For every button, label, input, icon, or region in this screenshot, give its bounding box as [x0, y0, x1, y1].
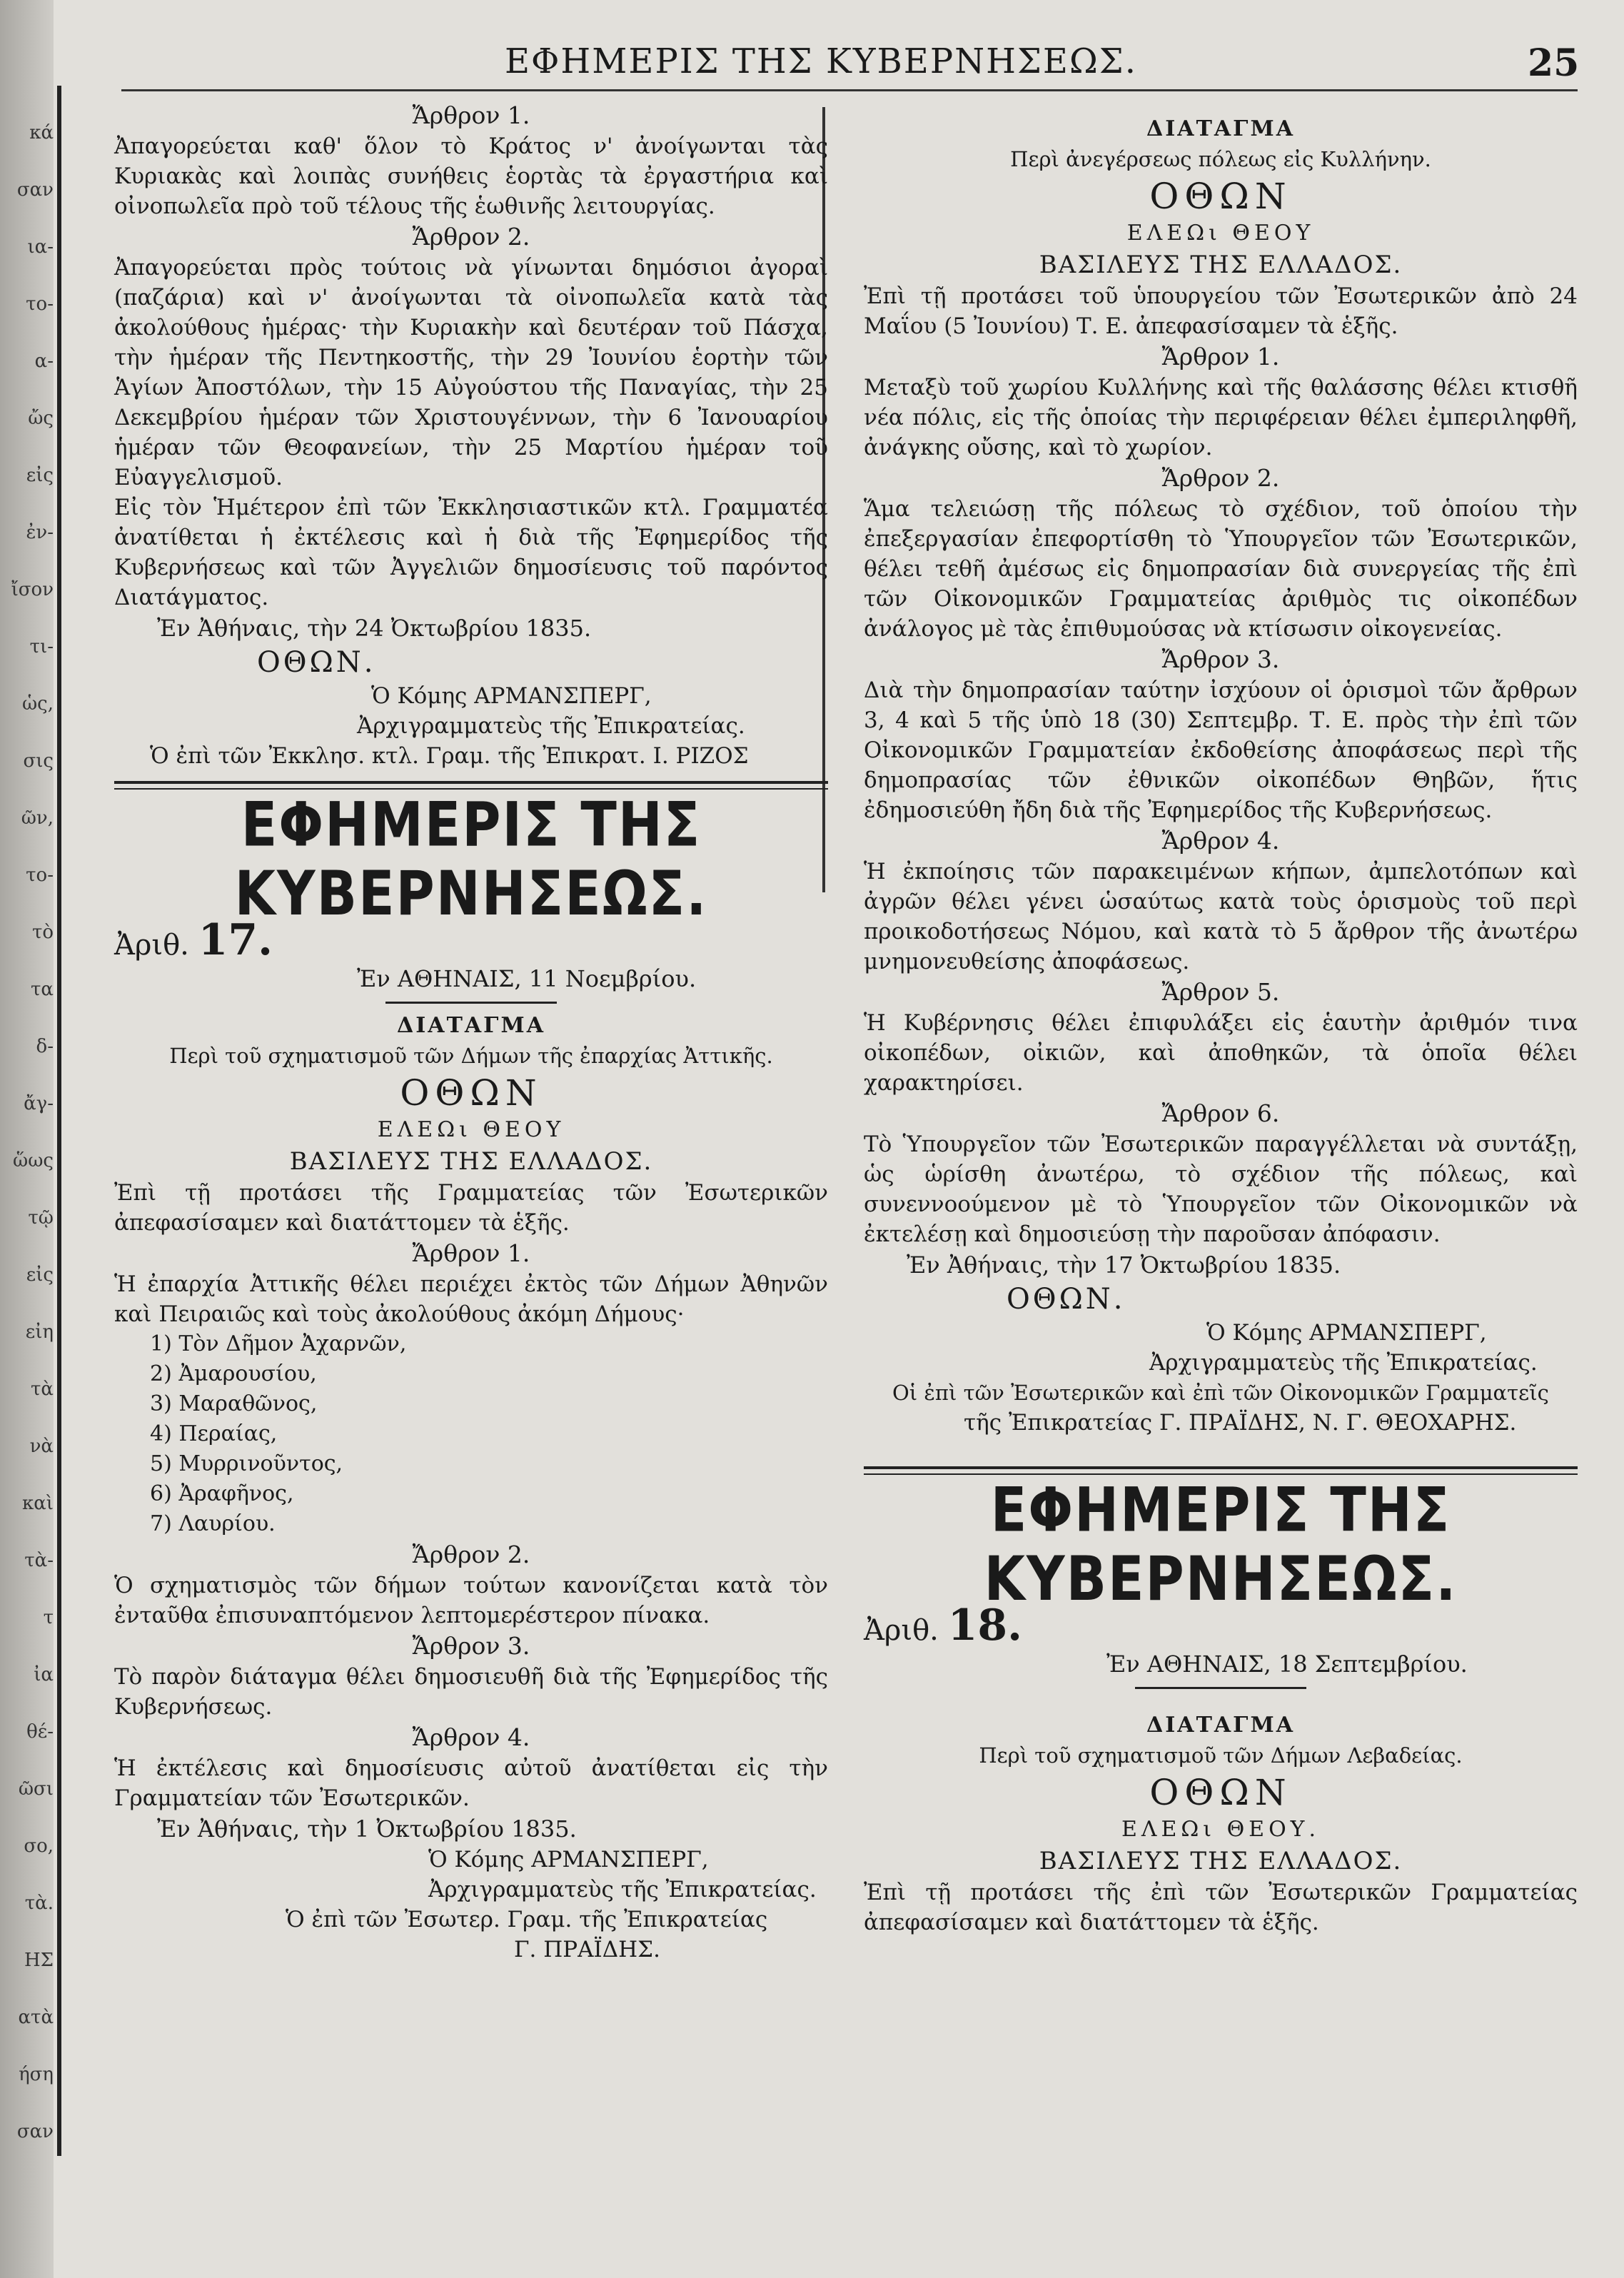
execution-clause: Εἰς τὸν Ἡμέτερον ἐπὶ τῶν Ἐκκλησιαστικῶν κτλ. Γραμματέα ἀνατίθεται ἡ ἐκτέλεσις καὶ ἡ διὰ τῆς Ἐφημερίδος τῆς Κυβερνήσεως καὶ τῶν Ἀγγελιῶν δημοσίευσις τοῦ παρόντος Διατάγματος. — [114, 495, 828, 610]
article-heading: Ἄρθρον 2. — [412, 223, 530, 251]
decree-date: Ἐν Ἀθήναις, τὴν 17 Ὀκτωβρίου 1835. — [907, 1251, 1341, 1279]
spine-fragment: α- — [34, 351, 54, 372]
article-heading: Ἄρθρον 3. — [412, 1632, 530, 1660]
by-grace-of-god: ΕΛΕΩι ΘΕΟΥ — [377, 1117, 565, 1142]
decree-subject: Περὶ ἀνεγέρσεως πόλεως εἰς Κυλλήνην. — [1010, 147, 1431, 171]
decree-date: Ἐν Ἀθήναις, τὴν 24 Ὀκτωβρίου 1835. — [157, 615, 592, 642]
left-column — [114, 100, 828, 1965]
article-heading: Ἄρθρον 6. — [1161, 1099, 1280, 1127]
article-text: Τὸ Ὑπουργεῖον τῶν Ἐσωτερικῶν παραγγέλλεται νὰ συντάξῃ, ὡς ὡρίσθη ἀνωτέρω, τὸ σχέδιον τῆς πόλεως, καὶ συνεννοούμενον μὲ τὸ Ὑπουργεῖον τῶν Οἰκονομικῶν νὰ ἐκτελέσῃ καὶ δημοσιεύσῃ τὴν παροῦσαν ἀπόφασιν. — [864, 1132, 1578, 1247]
issue-place-date: Ἐν ΑΘΗΝΑΙΣ, 11 Νοεμβρίου. — [357, 965, 697, 992]
list-item: 7) Λαυρίου. — [150, 1511, 276, 1536]
spine-fragment: ἴσον — [11, 579, 54, 600]
list-item: 1) Τὸν Δῆμον Ἀχαρνῶν, — [150, 1331, 407, 1356]
article-text: Μεταξὺ τοῦ χωρίου Κυλλήνης καὶ τῆς θαλάσσης θέλει κτισθῆ νέα πόλις, εἰς τῆς ὁποίας τὴν περιφέρειαν θέλει ἐμπεριληφθῆ, ἀνάγκης οὔσης, καὶ τὸ χωρίον. — [864, 375, 1578, 460]
list-item: 2) Ἀμαρουσίου, — [150, 1361, 317, 1386]
running-header-title: ΕΦΗΜΕΡΙΣ ΤΗΣ ΚΥΒΕΡΝΗΣΕΩΣ. — [505, 41, 1137, 81]
spine-fragment: εἰς — [26, 465, 54, 486]
spine-fragment: σαν — [16, 179, 54, 201]
spine-fragment: καὶ — [21, 1493, 54, 1514]
masthead: ΕΦΗΜΕΡΙΣ ΤΗΣ ΚΥΒΕΡΝΗΣΕΩΣ. — [984, 1475, 1458, 1615]
article-heading: Ἄρθρον 2. — [412, 1541, 530, 1568]
by-grace-of-god: ΕΛΕΩι ΘΕΟΥ — [1126, 221, 1315, 246]
article-heading: Ἄρθρον 3. — [1161, 645, 1280, 673]
king-title: ΒΑΣΙΛΕΥΣ ΤΗΣ ΕΛΛΑΔΟΣ. — [289, 1147, 653, 1176]
issue-number-label: Ἀριθ. — [114, 929, 189, 962]
spine-fragment: ἄγ- — [24, 1093, 54, 1114]
article-heading: Ἄρθρον 4. — [1161, 827, 1280, 855]
spine-fragment: δ- — [36, 1036, 54, 1057]
spine-fragment: σις — [23, 750, 54, 772]
article-text: Ἡ ἐπαρχία Ἀττικῆς θέλει περιέχει ἐκτὸς τῶν Δήμων Ἀθηνῶν καὶ Πειραιῶς καὶ τοὺς ἀκολούθους ἀκόμη Δήμους· — [114, 1271, 828, 1327]
short-rule — [1135, 1687, 1306, 1689]
list-item: 6) Ἀραφῆνος, — [150, 1481, 294, 1506]
article-heading: Ἄρθρον 5. — [1161, 978, 1280, 1006]
spine-fragment: ἐν- — [26, 522, 54, 543]
by-grace-of-god: ΕΛΕΩι ΘΕΟΥ. — [1121, 1817, 1321, 1842]
spine-fragment: ήση — [19, 2064, 54, 2085]
spine-fragment: εἰη — [25, 1321, 54, 1343]
spine-fragment: ὡς, — [21, 693, 54, 715]
spine-fragment: τῷ — [28, 1207, 54, 1229]
countersignatory-names: τῆς Ἐπικρατείας Γ. ΠΡΑΪΔΗΣ, Ν. Γ. ΘΕΟΧΑΡΗΣ. — [964, 1410, 1517, 1436]
spine-fragment: τὰ — [31, 1379, 54, 1400]
spine-fragment: ὤς — [28, 408, 54, 429]
decree-date: Ἐν Ἀθήναις, τὴν 1 Ὀκτωβρίου 1835. — [157, 1815, 577, 1843]
spine-fragment: θέ- — [26, 1721, 54, 1743]
article-text: Τὸ παρὸν διάταγμα θέλει δημοσιευθῆ διὰ τῆς Ἐφημερίδος τῆς Κυβερνήσεως. — [114, 1664, 828, 1720]
signatory: Ὁ Κόμης ΑΡΜΑΝΣΠΕΡΓ, — [371, 683, 652, 709]
king-name: ΟΘΩΝ — [1149, 176, 1292, 217]
signatory: Ὁ Κόμης ΑΡΜΑΝΣΠΕΡΓ, — [1206, 1320, 1487, 1346]
spine-fragment: κά — [29, 122, 54, 143]
list-item: 3) Μαραθῶνος, — [150, 1391, 318, 1416]
spine-fragment: τὸ — [31, 922, 54, 943]
spine-fragment: τι- — [29, 636, 54, 657]
article-text: Ἡ ἐκποίησις τῶν παρακειμένων κήπων, ἀμπελοτόπων καὶ ἀγρῶν θέλει γένει ὡσαύτως κατὰ τοὺς ὁρισμοὺς τοῦ περὶ προικοδοτήσεως Νόμου, καὶ κατὰ τὸ 5 ἄρθρον τῆς ἀνωτέρω μνημονευθείσης ἀποφάσεως. — [864, 859, 1578, 974]
gutter-rule — [57, 86, 61, 2156]
article-text: Ἀπαγορεύεται καθ' ὅλον τὸ Κράτος ν' ἀνοίγωνται τὰς Κυριακὰς καὶ λοιπὰς συνήθεις ἑορτὰς τὰ ἐργαστήρια καὶ οἰνοπωλεῖα πρὸ τοῦ τέλους τῆς ἑωθινῆς λειτουργίας. — [114, 133, 828, 219]
decree-heading: ΔΙΑΤΑΓΜΑ — [397, 1013, 545, 1038]
signatory-title: Ἀρχιγραμματεὺς τῆς Ἐπικρατείας. — [1149, 1350, 1538, 1376]
list-item: 5) Μυρρινοῦντος, — [150, 1451, 343, 1476]
signatory-title: Ἀρχιγραμματεὺς τῆς Ἐπικρατείας. — [428, 1877, 817, 1902]
king-signature: ΟΘΩΝ. — [257, 646, 376, 679]
spine-fragment: σαν — [16, 2121, 54, 2142]
issue-place-date: Ἐν ΑΘΗΝΑΙΣ, 18 Σεπτεμβρίου. — [1106, 1650, 1468, 1678]
decree-heading: ΔΙΑΤΑΓΜΑ — [1146, 116, 1295, 141]
king-name: ΟΘΩΝ — [1149, 1772, 1292, 1813]
article-heading: Ἄρθρον 4. — [412, 1723, 530, 1751]
decree-subject: Περὶ τοῦ σχηματισμοῦ τῶν Δήμων τῆς ἐπαρχίας Ἀττικῆς. — [169, 1044, 773, 1068]
spine-fragment: το- — [26, 293, 54, 315]
spine-fragment: σο, — [24, 1835, 54, 1857]
article-heading: Ἄρθρον 1. — [1161, 343, 1280, 371]
article-heading: Ἄρθρον 2. — [1161, 464, 1280, 492]
spine-fragment: τὰ. — [24, 1893, 54, 1914]
signatory-title: Ἀρχιγραμματεὺς τῆς Ἐπικρατείας. — [357, 713, 745, 739]
article-text: Ἀπαγορεύεται πρὸς τούτοις νὰ γίνωνται δημόσιοι ἀγοραὶ (παζάρια) καὶ ν' ἀνοίγωνται τὰ οἰνοπωλεῖα κατὰ τὰς ἀκολούθους ἡμέρας· τὴν Κυριακὴν καὶ δευτέραν τοῦ Πάσχα, τὴν ἡμέραν τῆς Πεντηκοστῆς, τὴν 29 Ἰουνίου ἑορτὴν τῶν Ἁγίων Ἀποστόλων, τὴν 15 Αὐγούστου τῆς Παναγίας, τὴν 25 Δεκεμβρίου ἡμέραν τῶν Χριστουγέννων, τὴν 6 Ἰανουαρίου ἡμέραν τῶν Θεοφανείων, τὴν 25 Μαρτίου ἡμέραν τοῦ Εὐαγγελισμοῦ. — [114, 255, 828, 490]
decree-heading: ΔΙΑΤΑΓΜΑ — [1146, 1713, 1295, 1738]
article-text: Ὁ σχηματισμὸς τῶν δήμων τούτων κανονίζεται κατὰ τὸν ἐνταῦθα ἐπισυναπτόμενον λεπτομερέστερον πίνακα. — [114, 1573, 828, 1628]
header-rule — [121, 89, 1578, 91]
countersignature: Ὁ ἐπὶ τῶν Ἐσωτερ. Γραμ. τῆς Ἐπικρατείας — [286, 1907, 768, 1932]
signatory: Ὁ Κόμης ΑΡΜΑΝΣΠΕΡΓ, — [428, 1847, 709, 1873]
spine-fragment: νὰ — [29, 1436, 54, 1457]
article-text: Ἅμα τελειώσῃ τῆς πόλεως τὸ σχέδιον, τοῦ ὁποίου τὴν ἐπεξεργασίαν ἐπεφορτίσθη τὸ Ὑπουργεῖον τῶν Ἐσωτερικῶν, θέλει τεθῆ ἀμέσως εἰς δημοπρασίαν διὰ συνεργείας τῆς ἐπὶ τῶν Οἰκονομικῶν Γραμματείας ἀριθμὸς τις οἰκοπέδων ἀνάλογος μὲ τὰς ἐπιθυμούσας νὰ κτίσωσιν οἰκογενείας. — [864, 496, 1578, 642]
list-item: 4) Περαίας, — [150, 1421, 278, 1446]
article-text: Ἡ Κυβέρνησις θέλει ἐπιφυλάξει εἰς ἑαυτὴν ἀριθμόν τινα οἰκοπέδων, οἰκιῶν, καὶ ἀποθηκῶν, τὰ ὁποῖα θέλει χαρακτηρίσει. — [864, 1010, 1578, 1096]
spine-fragment: τα — [31, 979, 54, 1000]
article-text: Διὰ τὴν δημοπρασίαν ταύτην ἰσχύουν οἱ ὁρισμοὶ τῶν ἄρθρων 3, 4 καὶ 5 τῆς ὑπὸ 18 (30) Σεπτεμβρ. Τ. Ε. πρὸς τὴν ἐπὶ τῶν Οἰκονομικῶν Γραμματείαν ἐκδοθείσης ἀποφάσεως περὶ τῆς δημοπρασίας τῶν ἐθνικῶν οἰκοπέδων Θηβῶν, ἥτις ἐδημοσιεύθη ἤδη διὰ τῆς Ἐφημερίδος τῆς Κυβερνήσεως. — [864, 677, 1578, 823]
decree-subject: Περὶ τοῦ σχηματισμοῦ τῶν Δήμων Λεβαδείας. — [979, 1743, 1463, 1768]
countersignature: Οἱ ἐπὶ τῶν Ἐσωτερικῶν καὶ ἐπὶ τῶν Οἰκονομικῶν Γραμματεῖς — [892, 1381, 1549, 1405]
spine-fragment: ὥως — [13, 1150, 54, 1171]
spine-fragment: ια- — [27, 236, 54, 258]
article-text: Ἡ ἐκτέλεσις καὶ δημοσίευσις αὐτοῦ ἀνατίθεται εἰς τὴν Γραμματείαν τῶν Ἐσωτερικῶν. — [114, 1755, 828, 1811]
preamble: Ἐπὶ τῇ προτάσει τοῦ ὑπουργείου τῶν Ἐσωτερικῶν ἀπὸ 24 Μαΐου (5 Ἰουνίου) Τ. Ε. ἀπεφασίσαμεν τὰ ἑξῆς. — [864, 283, 1578, 339]
masthead: ΕΦΗΜΕΡΙΣ ΤΗΣ ΚΥΒΕΡΝΗΣΕΩΣ. — [234, 790, 708, 929]
issue-number-value: 18. — [947, 1601, 1022, 1650]
king-name: ΟΘΩΝ — [400, 1072, 543, 1114]
king-title: ΒΑΣΙΛΕΥΣ ΤΗΣ ΕΛΛΑΔΟΣ. — [1039, 1847, 1403, 1875]
issue-number-value: 17. — [198, 915, 273, 965]
preamble: Ἐπὶ τῇ προτάσει τῆς ἐπὶ τῶν Ἐσωτερικῶν Γραμματείας ἀπεφασίσαμεν καὶ διατάττομεν τὰ ἑξῆς. — [864, 1880, 1578, 1935]
preamble: Ἐπὶ τῇ προτάσει τῆς Γραμματείας τῶν Ἐσωτερικῶν ἀπεφασίσαμεν καὶ διατάττομεν τὰ ἑξῆς. — [114, 1180, 828, 1236]
page-number: 25 — [1528, 41, 1580, 85]
issue-number-label: Ἀριθ. — [864, 1614, 939, 1647]
article-heading: Ἄρθρον 1. — [412, 101, 530, 129]
spine-fragment: ἰα — [34, 1664, 54, 1685]
demes-list — [114, 1329, 828, 1539]
article-heading: Ἄρθρον 1. — [412, 1239, 530, 1267]
spine-fragment: ῶν, — [21, 807, 54, 829]
short-rule — [385, 1002, 557, 1004]
spine-fragment: ατὰ — [18, 2007, 54, 2028]
spine-fragment: ΗΣ — [24, 1950, 54, 1971]
section-rule — [864, 1466, 1578, 1475]
king-title: ΒΑΣΙΛΕΥΣ ΤΗΣ ΕΛΛΑΔΟΣ. — [1039, 251, 1403, 279]
adjacent-page-edge — [0, 0, 54, 2278]
spine-fragment: εἰς — [26, 1264, 54, 1286]
spine-fragment: το- — [26, 865, 54, 886]
right-column — [864, 114, 1578, 1937]
section-rule — [114, 781, 828, 790]
countersignature: Ὁ ἐπὶ τῶν Ἐκκλησ. κτλ. Γραμ. τῆς Ἐπικρατ. Ι. ΡΙΖΟΣ — [150, 743, 749, 769]
king-signature: ΟΘΩΝ. — [1007, 1283, 1126, 1316]
spine-fragment: ῶσι — [18, 1778, 54, 1800]
spine-fragment: τ — [43, 1607, 54, 1628]
spine-fragment: τὰ- — [24, 1550, 54, 1571]
countersignatory-name: Γ. ΠΡΑΪΔΗΣ. — [514, 1937, 660, 1962]
